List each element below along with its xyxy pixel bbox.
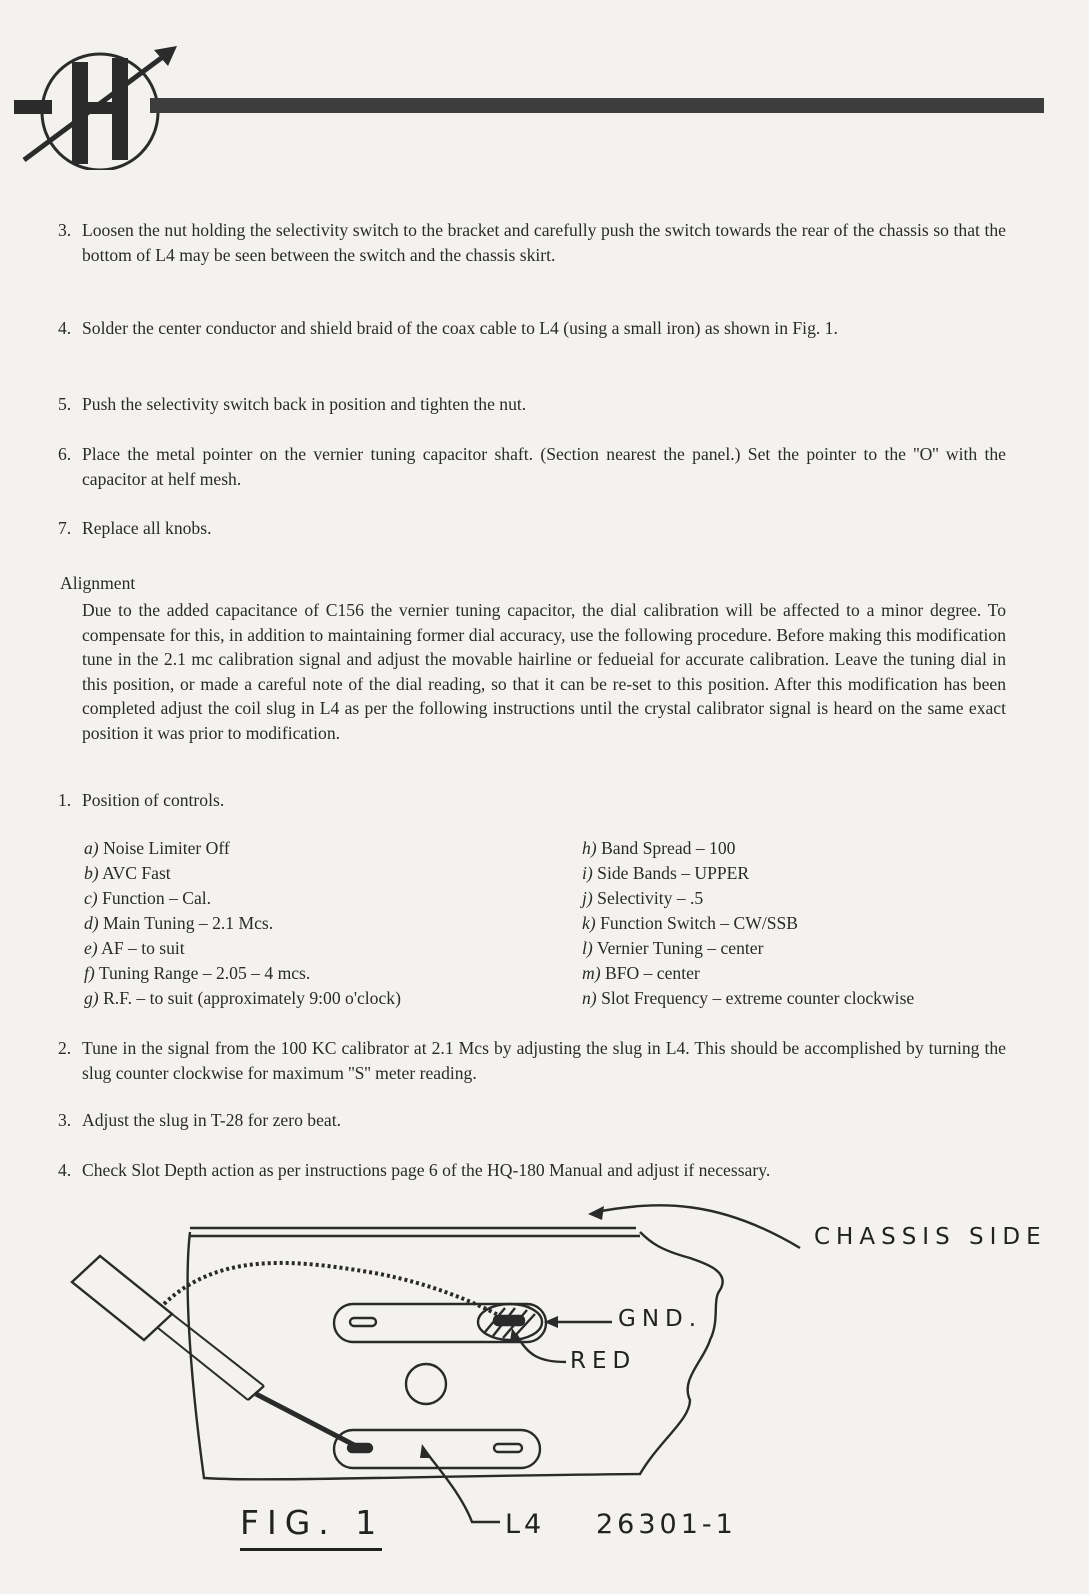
- control-item: e) AF – to suit: [84, 938, 185, 958]
- alignment-paragraph: Due to the added capacitance of C156 the vernier tuning capacitor, the dial calibration will be affected to a minor degree. To compensate for this, in addition to maintaining former dial accuracy, use the following procedure. Before making this modification tune in the 2.1 mc calibration signal and adjust the movable hairline or fedueial for accurate calibration. Leave the tuning dial in this position, or made a careful note of the dial reading, so that it can be re-set to this position. After this modification has been completed adjust the coil slug in L4 as per the following instructions until the crystal calibrator signal is heard on the same exact position it was prior to modification.: [82, 600, 1006, 743]
- step-5-push-switch: 5. Push the selectivity switch back in position and tighten the nut.: [58, 394, 527, 414]
- gnd-label: GND.: [618, 1306, 703, 1332]
- step-6-place-pointer: 6. Place the metal pointer on the vernier tuning capacitor shaft. (Section nearest the panel.) Set the pointer to the ''O'' with the capacitor at helf mesh.: [58, 444, 1006, 489]
- center-conductor: [256, 1394, 356, 1446]
- control-item: a) Noise Limiter Off: [84, 838, 230, 858]
- control-item: n) Slot Frequency – extreme counter clockwise: [582, 988, 915, 1008]
- control-item: h) Band Spread – 100: [582, 838, 736, 858]
- control-item: g) R.F. – to suit (approximately 9:00 o'clock): [84, 988, 401, 1008]
- chassis-outline: [188, 1232, 723, 1479]
- red-label: RED: [570, 1348, 637, 1374]
- step-3-adjust-slug: 3. Adjust the slug in T-28 for zero beat.: [58, 1110, 341, 1130]
- step-4-solder: 4. Solder the center conductor and shield braid of the coax cable to L4 (using a small iron) as shown in Fig. 1.: [58, 318, 838, 338]
- step-2-tune-signal: 2. Tune in the signal from the 100 KC calibrator at 2.1 Mcs by adjusting the slug in L4. This should be accomplished by turning the slug counter clockwise for maximum ''S'' meter reading.: [58, 1038, 1006, 1083]
- step-7-replace-knobs: 7. Replace all knobs.: [58, 518, 212, 538]
- shield-braid: [164, 1263, 500, 1316]
- drawing-number: 26301-1: [596, 1509, 737, 1540]
- step-3-loosen-nut: 3. Loosen the nut holding the selectivity switch to the bracket and carefully push the switch towards the rear of the chassis so that the bottom of L4 may be seen between the switch and the chassis skirt.: [58, 220, 1006, 265]
- step-1-position-controls: 1. Position of controls.: [58, 790, 225, 810]
- control-item: b) AVC Fast: [84, 863, 171, 883]
- chassis-leader: [596, 1205, 800, 1248]
- control-item: k) Function Switch – CW/SSB: [582, 913, 799, 933]
- chassis-side-label: CHASSIS SIDE: [814, 1224, 1047, 1250]
- control-item: f) Tuning Range – 2.05 – 4 mcs.: [84, 963, 311, 983]
- l4-leader: [426, 1452, 500, 1522]
- control-item: d) Main Tuning – 2.1 Mcs.: [84, 913, 274, 933]
- control-item: c) Function – Cal.: [84, 888, 212, 908]
- mounting-hole: [406, 1364, 446, 1404]
- l4-label: L4: [505, 1509, 546, 1540]
- step-4-check-slot-depth: 4. Check Slot Depth action as per instructions page 6 of the HQ-180 Manual and adjust if necessary.: [58, 1160, 771, 1180]
- control-item: i) Side Bands – UPPER: [582, 863, 750, 883]
- controls-list-right: [582, 836, 914, 1011]
- alignment-heading: Alignment: [60, 573, 136, 593]
- control-item: m) BFO – center: [582, 963, 700, 983]
- figure-title: FIG. 1: [240, 1503, 385, 1542]
- coax-jacket: [72, 1256, 172, 1340]
- header-rule: [150, 98, 1044, 113]
- figure-title-underline: [240, 1548, 382, 1551]
- control-item: j) Selectivity – .5: [582, 888, 704, 908]
- control-item: l) Vernier Tuning – center: [582, 938, 764, 958]
- controls-list-left: [84, 836, 401, 1011]
